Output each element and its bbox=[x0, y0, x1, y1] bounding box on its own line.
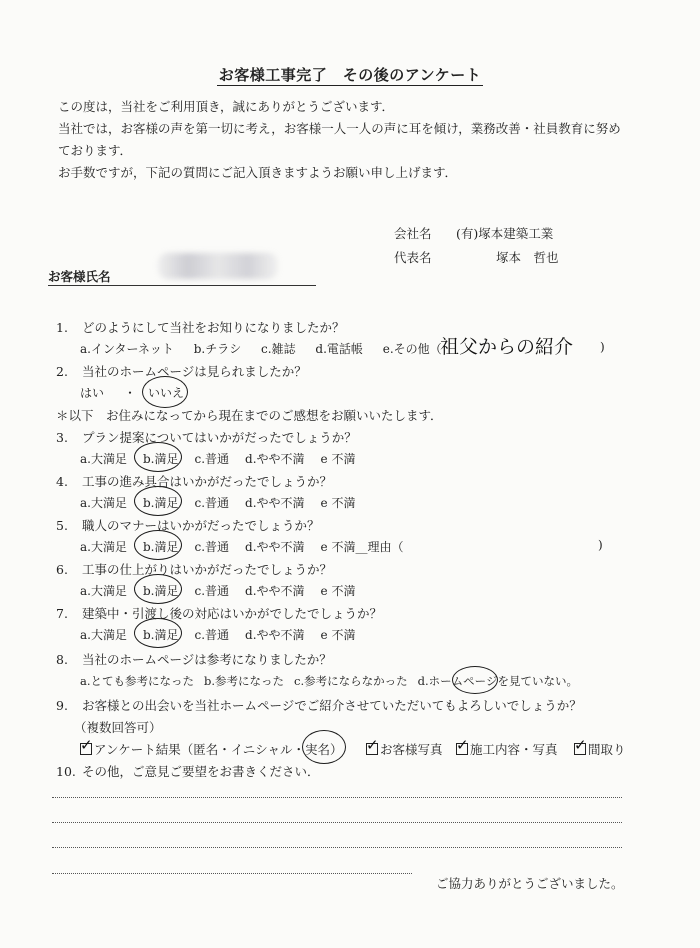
customer-name-underline bbox=[48, 285, 316, 286]
question-4: 4. 工事の進み具合はいかがだったでしょうか？ bbox=[56, 474, 333, 489]
q3-option-b[interactable]: b.満足 bbox=[142, 452, 179, 466]
q6-option-a[interactable]: a.大満足 bbox=[80, 584, 127, 598]
q5-selection-circle bbox=[134, 530, 182, 560]
question-7-options bbox=[80, 626, 371, 643]
q5-option-b[interactable]: b.満足 bbox=[142, 540, 179, 554]
q4-option-a[interactable]: a.大満足 bbox=[80, 496, 127, 510]
customer-name-redacted bbox=[158, 253, 278, 279]
q9-checkbox-floor-plan[interactable]: ✓ 間取り bbox=[574, 740, 626, 758]
q8-selection-circle bbox=[452, 666, 498, 694]
question-4-options bbox=[80, 494, 371, 511]
q3-option-a[interactable]: a.大満足 bbox=[80, 452, 127, 466]
q7-option-e[interactable]: e 不満 bbox=[320, 628, 356, 642]
q6-option-b[interactable]: b.満足 bbox=[142, 584, 179, 598]
question-1-options bbox=[80, 340, 442, 357]
q5-option-a[interactable]: a.大満足 bbox=[80, 540, 127, 554]
page-title: お客様工事完了 その後のアンケート bbox=[218, 66, 482, 84]
q9-real-name-circle bbox=[302, 730, 346, 764]
q8-option-a[interactable]: a.とても参考になった bbox=[80, 674, 195, 688]
q3-option-c[interactable]: c.普通 bbox=[194, 452, 230, 466]
q9-checkbox-construction-photo[interactable]: ✓ 施工内容・写真 bbox=[456, 740, 558, 758]
question-3-options bbox=[80, 450, 371, 467]
checkbox-checked-icon[interactable] bbox=[574, 743, 586, 755]
q5-reason-label: 理由（ bbox=[367, 540, 404, 554]
q8-option-b[interactable]: b.参考になった bbox=[204, 674, 285, 688]
q6-option-e[interactable]: e 不満 bbox=[320, 584, 356, 598]
q7-option-d[interactable]: d.やや不満 bbox=[245, 628, 305, 642]
q9-checkbox-customer-photo[interactable]: ✓ お客様写真 bbox=[366, 740, 443, 758]
question-2: 2. 当社のホームページは見られましたか？ bbox=[56, 364, 307, 379]
q4-option-e[interactable]: e 不満 bbox=[320, 496, 356, 510]
question-6-options bbox=[80, 582, 371, 599]
q7-selection-circle bbox=[134, 618, 182, 648]
question-10: 10. その他，ご意見ご要望をお書きください． bbox=[56, 764, 320, 779]
q9-multiple-answers-note: （複数回答可） bbox=[74, 720, 162, 735]
company-name-value: (有)塚本建築工業 bbox=[456, 226, 554, 241]
comment-line-3[interactable] bbox=[52, 847, 622, 848]
q1-option-c[interactable]: c.雑誌 bbox=[261, 342, 296, 356]
q6-selection-circle bbox=[134, 574, 182, 604]
q4-option-b[interactable]: b.満足 bbox=[142, 496, 179, 510]
question-1: 1. どのようにして当社をお知りになりましたか？ bbox=[56, 320, 345, 335]
intro-line-4: お手数ですが，下記の質問にご記入頂きますようお願い申し上げます． bbox=[58, 165, 458, 180]
intro-line-2: 当社では，お客様の声を第一切に考え，お客様一人一人の声に耳を傾け，業務改善・社員教育に努め bbox=[58, 121, 621, 136]
intro-line-3: ております． bbox=[58, 143, 133, 158]
q9-real-name-choice[interactable]: 実名 bbox=[305, 742, 331, 757]
q7-option-b[interactable]: b.満足 bbox=[142, 628, 179, 642]
q2-selection-circle bbox=[142, 376, 188, 408]
question-8: 8. 当社のホームページは参考になりましたか？ bbox=[56, 652, 332, 667]
q2-option-no[interactable]: いいえ bbox=[148, 386, 185, 400]
q3-option-d[interactable]: d.やや不満 bbox=[245, 452, 305, 466]
thanks-message: ご協力ありがとうございました。 bbox=[436, 876, 624, 891]
question-3: 3. プラン提案についてはいかがだったでしょうか？ bbox=[56, 430, 357, 445]
question-5: 5. 職人のマナーはいかがだったでしょうか？ bbox=[56, 518, 320, 533]
q2-option-yes[interactable]: はい bbox=[80, 386, 105, 400]
q4-option-c[interactable]: c.普通 bbox=[194, 496, 230, 510]
q1-option-b[interactable]: b.チラシ bbox=[193, 342, 242, 356]
checkbox-checked-icon[interactable] bbox=[366, 743, 378, 755]
q1-handwritten-answer: 祖父からの紹介 bbox=[440, 336, 574, 358]
q2-separator: ・ bbox=[124, 386, 137, 400]
q3-selection-circle bbox=[134, 442, 182, 472]
section-note: ＊以下 お住みになってから現在までのご感想をお願いいたします． bbox=[56, 408, 443, 423]
q5-close-paren: ) bbox=[598, 538, 603, 552]
q6-option-c[interactable]: c.普通 bbox=[194, 584, 230, 598]
q3-option-e[interactable]: e 不満 bbox=[320, 452, 356, 466]
q4-option-d[interactable]: d.やや不満 bbox=[245, 496, 305, 510]
question-8-options bbox=[80, 673, 578, 689]
q1-option-e[interactable]: e.その他（ bbox=[382, 342, 442, 356]
comment-line-4[interactable] bbox=[52, 873, 412, 874]
question-6: 6. 工事の仕上がりはいかがだったでしょうか？ bbox=[56, 562, 333, 577]
q1-option-a[interactable]: a.インターネット bbox=[80, 342, 174, 356]
comment-line-2[interactable] bbox=[52, 822, 622, 823]
q8-option-c[interactable]: c.参考にならなかった bbox=[294, 674, 408, 688]
q5-option-c[interactable]: c.普通 bbox=[194, 540, 230, 554]
q7-option-c[interactable]: c.普通 bbox=[194, 628, 230, 642]
checkbox-checked-icon[interactable] bbox=[456, 743, 468, 755]
customer-name-label: お客様氏名 bbox=[48, 269, 111, 284]
q1-option-d[interactable]: d.電話帳 bbox=[315, 342, 363, 356]
question-7: 7. 建築中・引渡し後の対応はいかがでしたでしょうか？ bbox=[56, 606, 383, 621]
representative-value: 塚本 哲也 bbox=[496, 250, 559, 265]
question-9: 9. お客様との出会いを当社ホームページでご紹介させていただいてもよろしいでしょうか？ bbox=[56, 698, 582, 713]
comment-line-1[interactable] bbox=[52, 797, 622, 798]
q5-option-d[interactable]: d.やや不満 bbox=[245, 540, 305, 554]
q1-close-paren: ) bbox=[600, 340, 605, 354]
intro-line-1: この度は，当社をご利用頂き，誠にありがとうございます． bbox=[58, 99, 395, 114]
checkbox-checked-icon[interactable] bbox=[80, 743, 92, 755]
question-5-options: a.大満足 b.満足 c.普通 d.やや不満 e 不満__理由（ bbox=[80, 540, 404, 554]
company-name-label: 会社名 bbox=[394, 226, 432, 241]
q7-option-a[interactable]: a.大満足 bbox=[80, 628, 127, 642]
q4-selection-circle bbox=[134, 486, 182, 516]
q9-checkbox-survey-results[interactable]: ✓アンケート結果（匿名・イニシャル・実名） bbox=[80, 740, 343, 758]
representative-label: 代表名 bbox=[394, 250, 432, 265]
q8-option-d[interactable]: d.ホームページを見ていない。 bbox=[417, 674, 578, 688]
q6-option-d[interactable]: d.やや不満 bbox=[245, 584, 305, 598]
q5-option-e[interactable]: e 不満 bbox=[320, 540, 356, 554]
